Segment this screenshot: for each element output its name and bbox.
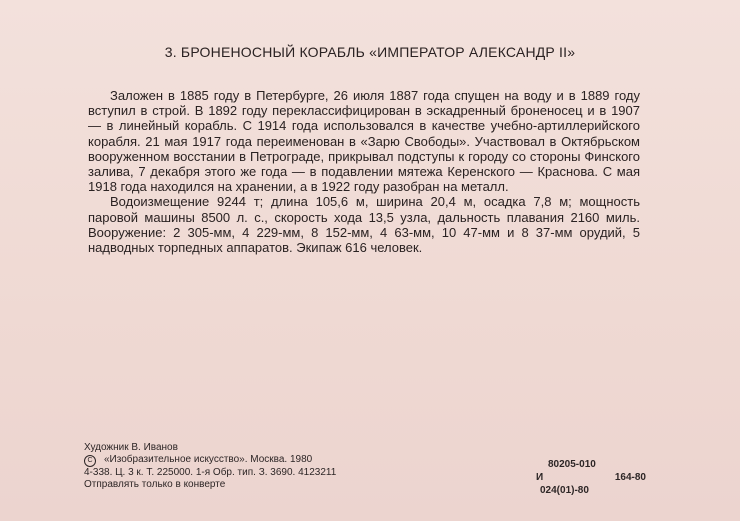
- publisher-line: [84, 454, 444, 466]
- catalog-code-2-suffix: 164-80: [614, 472, 646, 483]
- artist-credit: Художник В. Иванов: [84, 442, 178, 453]
- page-title: 3. БРОНЕНОСНЫЙ КОРАБЛЬ «ИМПЕРАТОР АЛЕКСАНДР II»: [164, 44, 576, 60]
- catalog-code-2-prefix: И: [536, 472, 544, 483]
- history-paragraph: Заложен в 1885 году в Петербурге, 26 июля 1887 года спущен на воду и в 1889 году вступил в строй. В 1892 году переклассифицирован в эскадренный броненосец и в 1907 — в линейный корабль. С 1914 года использовался в качестве учебно-артиллерийского корабля. 21 мая 1917 года переименован в «Зарю Свободы». Участвовал в Октябрьском вооруженном восстании в Петрограде, прикрывал подступы к городу со стороны Финского залива, 7 декабря этого же года — в подавлении мятежа Керенского — Краснова. С мая 1918 года находился на хранении, а в 1922 году разобран на металл.: [88, 88, 640, 195]
- publisher-name: «Изобразительное искусство». Москва. 1980: [104, 454, 313, 466]
- catalog-codes: [536, 458, 646, 497]
- copyright-icon: C: [84, 455, 96, 467]
- description-text: [88, 88, 640, 255]
- specs-paragraph: Водоизмещение 9244 т; длина 105,6 м, ширина 20,4 м, осадка 7,8 м; мощность паровой машины 8500 л. с., скорость хода 13,5 узла, дальность плавания 2160 миль. Вооружение: 2 305-мм, 4 229-мм, 8 152-мм, 4 63-мм, 10 47-мм и 8 37-мм орудий, 5 надводных торпедных аппаратов. Экипаж 616 человек.: [88, 194, 640, 256]
- catalog-code-3: 024(01)-80: [540, 485, 589, 496]
- print-info: 4-338. Ц. 3 к. Т. 225000. 1-я Обр. тип. З. 3690. 4123211: [84, 466, 337, 478]
- catalog-code-2: [536, 471, 646, 484]
- mailing-note: Отправлять только в конверте: [84, 479, 226, 491]
- catalog-code-1: 80205-010: [548, 459, 596, 470]
- imprint-block: [84, 442, 444, 492]
